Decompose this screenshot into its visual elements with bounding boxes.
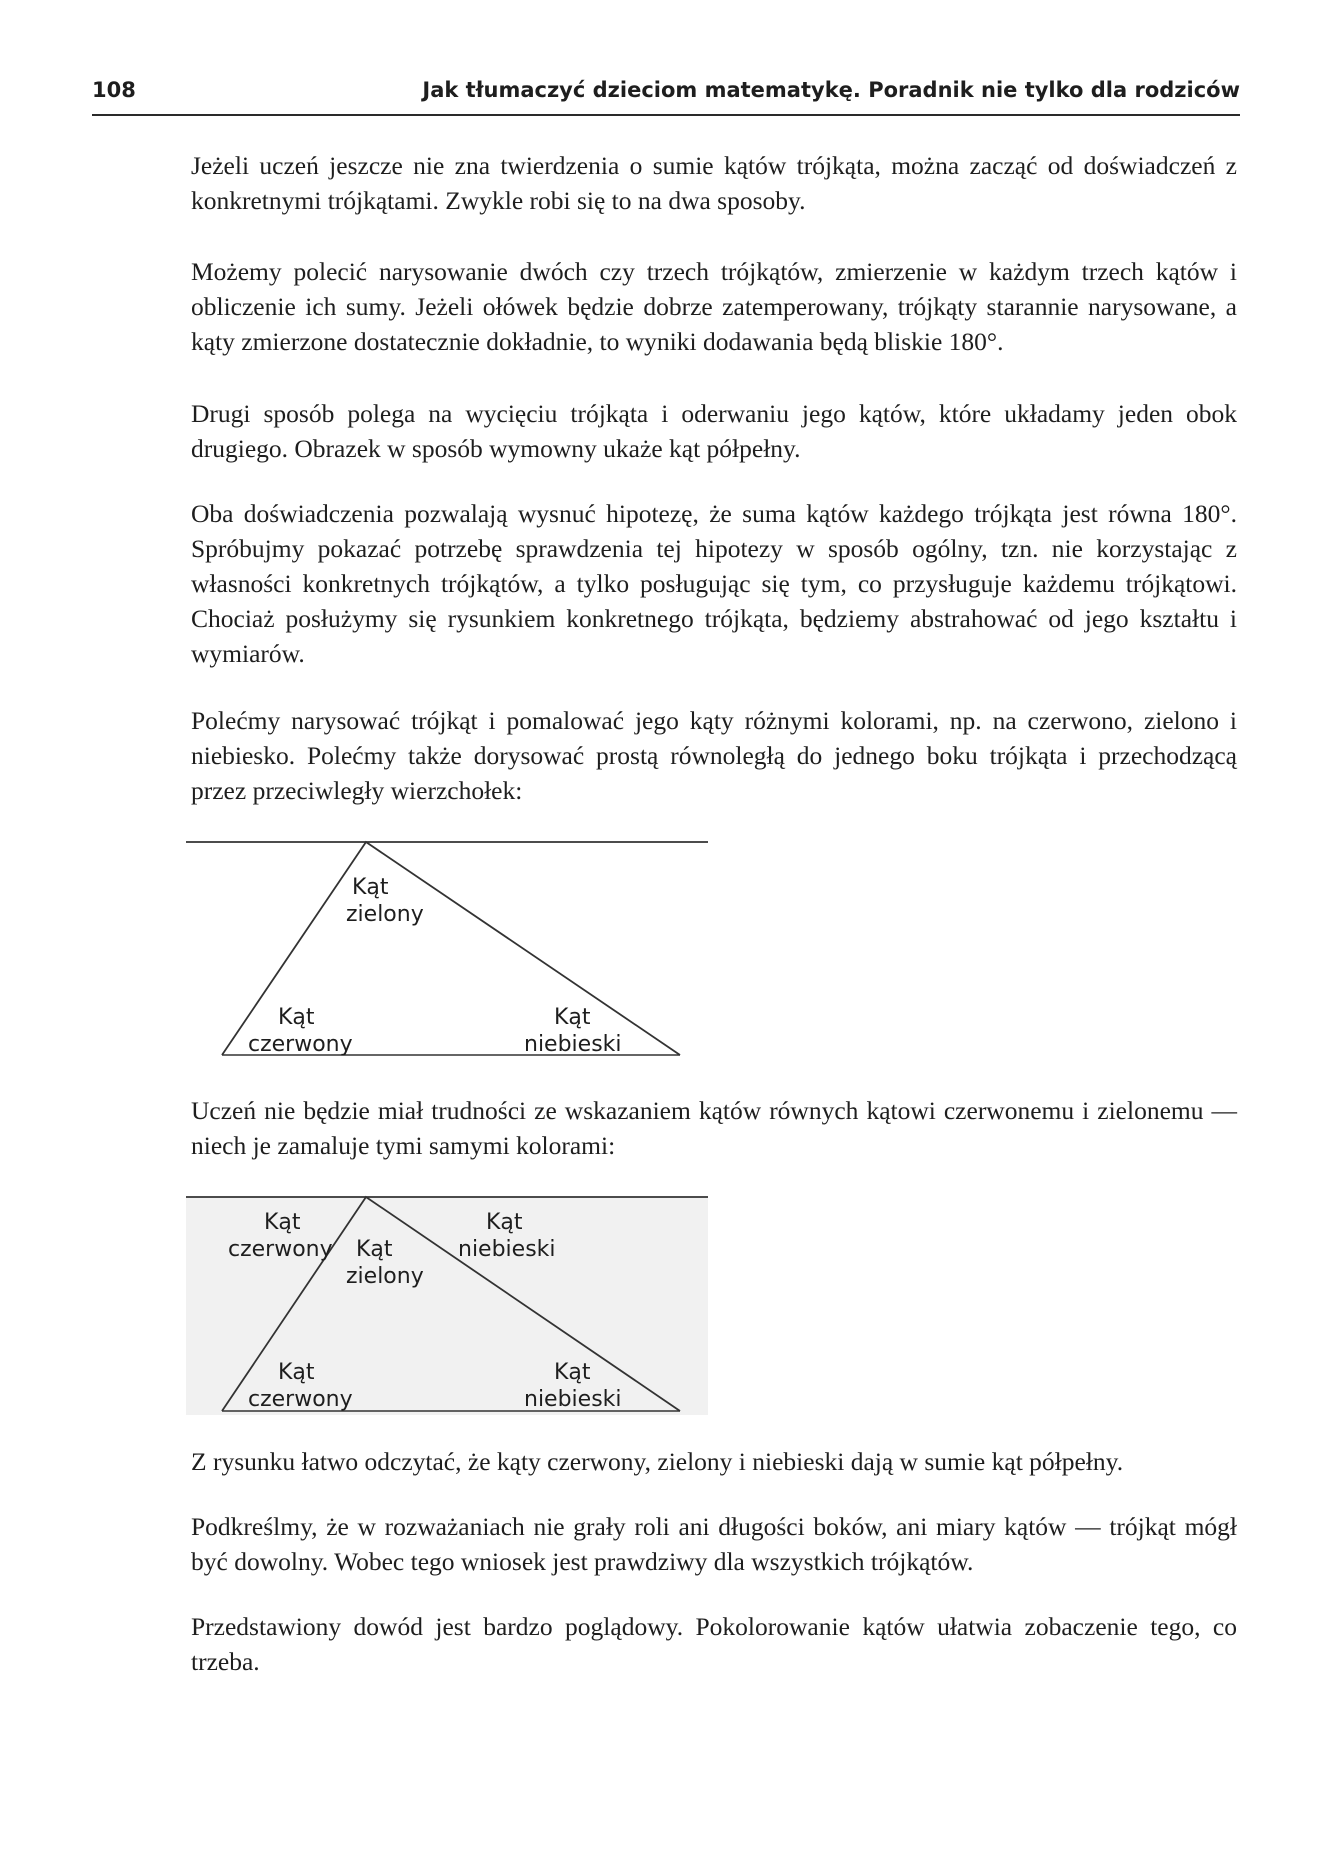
paragraph-8: Podkreślmy, że w rozważaniach nie grały roli ani długości boków, ani miary kątów — trójkąt mógł być dowolny. Wobec tego wniosek jest prawdziwy dla wszystkich trójkątów. [191,1512,1237,1576]
label-blue-angle-line1: Kąt [554,1005,591,1030]
paragraph-4: Oba doświadczenia pozwalają wysnuć hipotezę, że suma kątów każdego trójkąta jest równa 180°. Spróbujmy pokazać potrzebę sprawdzenia tej hipotezy w sposób ogólny, tzn. nie korzystając z własności konkretnych trójkątów, a tylko posługując się tym, co przysługuje każdemu trójkątowi. Chociaż posłużymy się rysunkiem konkretnego trójkąta, będziemy abstrahować od jego kształtu i wymiarów. [191,499,1237,668]
triangle-figure-1 [186,830,716,1065]
label-red-angle-line1: Kąt [278,1360,315,1385]
page-header [92,74,1240,116]
label-top-red-angle-line1: Kąt [264,1210,301,1235]
label-blue-angle-line2: niebieski [524,1032,622,1057]
paragraph-1: Jeżeli uczeń jeszcze nie zna twierdzenia o sumie kątów trójkąta, można zacząć od doświadczeń z konkretnymi trójkątami. Zwykle robi się to na dwa sposoby. [191,151,1237,215]
triangle-diagram-1 [186,830,716,1065]
paragraph-7: Z rysunku łatwo odczytać, że kąty czerwony, zielony i niebieski dają w sumie kąt półpełny. [191,1447,1124,1476]
paragraph-5: Polećmy narysować trójkąt i pomalować jego kąty różnymi kolorami, np. na czerwono, zielono i niebiesko. Polećmy także dorysować prostą równoległą do jednego boku trójkąta i przechodzącą przez przeciwległy wierzchołek: [191,706,1237,805]
label-top-blue-angle-line1: Kąt [486,1210,523,1235]
label-red-angle-line2: czerwony [248,1032,353,1057]
label-green-angle-line1: Kąt [352,875,389,900]
label-blue-angle-line2: niebieski [524,1387,622,1412]
label-green-angle-line1: Kąt [356,1237,393,1262]
paragraph-3: Drugi sposób polega na wycięciu trójkąta i oderwaniu jego kątów, które układamy jeden obok drugiego. Obrazek w sposób wymowny ukaże kąt półpełny. [191,399,1237,463]
label-green-angle-line2: zielony [346,1264,424,1289]
paragraph-9: Przedstawiony dowód jest bardzo poglądowy. Pokolorowanie kątów ułatwia zobaczenie tego, co trzeba. [191,1612,1237,1676]
label-green-angle-line2: zielony [346,902,424,927]
label-red-angle-line2: czerwony [248,1387,353,1412]
label-blue-angle-line1: Kąt [554,1360,591,1385]
paragraph-2: Możemy polecić narysowanie dwóch czy trzech trójkątów, zmierzenie w każdym trzech kątów i obliczenie ich sumy. Jeżeli ołówek będzie dobrze zatemperowany, trójkąty starannie narysowane, a kąty zmierzone dostatecznie dokładnie, to wyniki dodawania będą bliskie 180°. [191,257,1237,356]
page-number: 108 [92,78,136,102]
label-red-angle-line1: Kąt [278,1005,315,1030]
triangle-figure-2 [186,1183,716,1423]
label-top-blue-angle-line2: niebieski [458,1237,556,1262]
label-top-red-angle-line2: czerwony [228,1237,333,1262]
running-title: Jak tłumaczyć dzieciom matematykę. Poradnik nie tylko dla rodziców [422,78,1240,102]
paragraph-6: Uczeń nie będzie miał trudności ze wskazaniem kątów równych kątowi czerwonemu i zielonemu — niech je zamaluje tymi samymi kolorami: [191,1096,1237,1160]
triangle-diagram-2 [186,1183,716,1423]
